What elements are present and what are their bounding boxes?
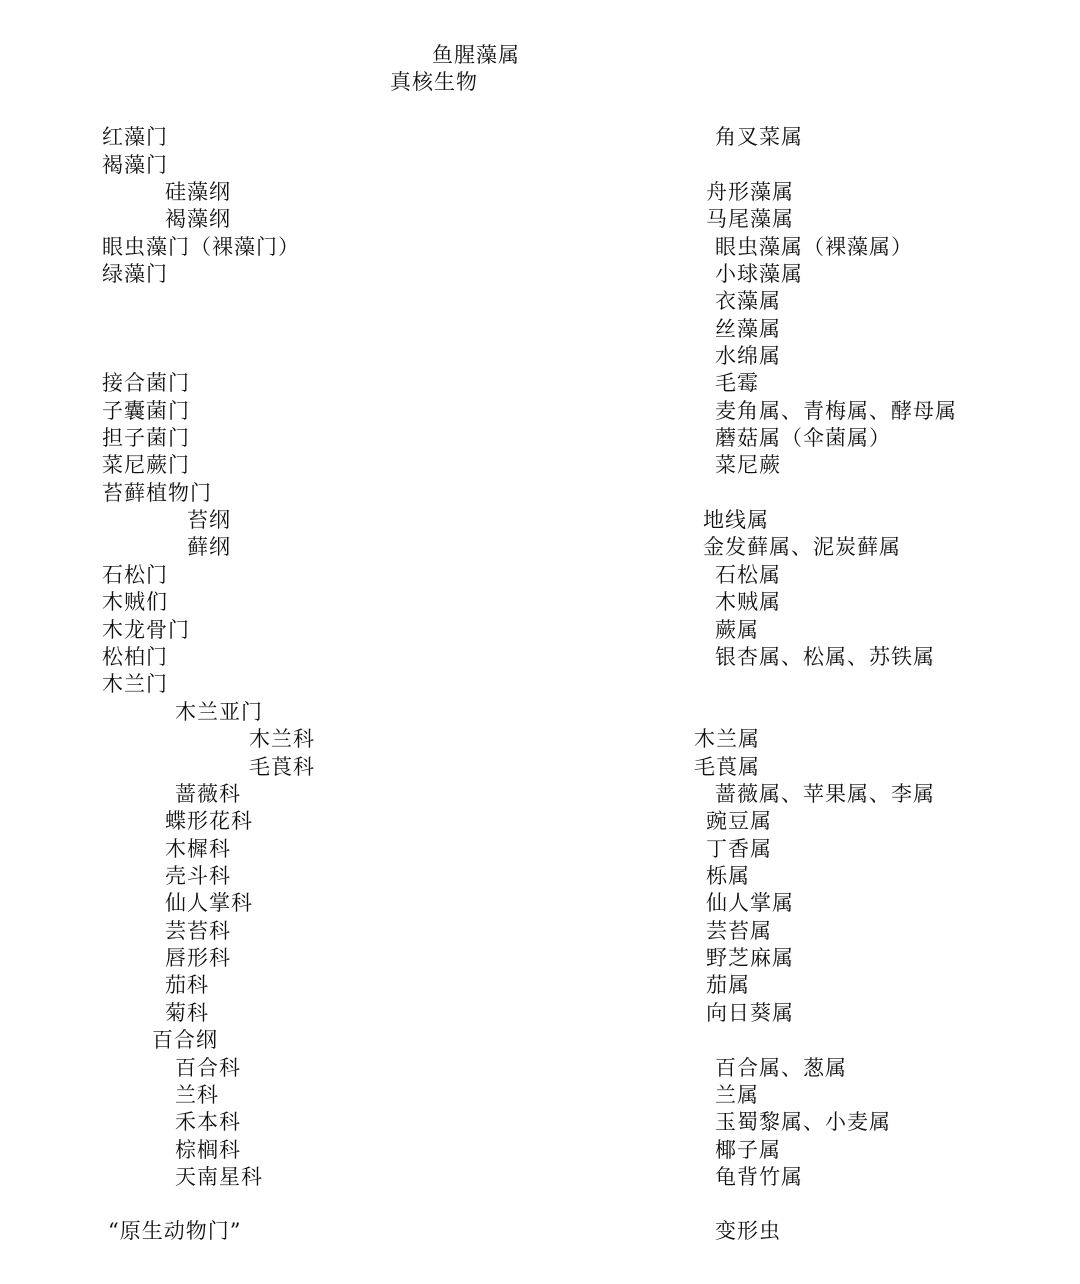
taxon-right: 芸苔属 xyxy=(706,919,772,943)
taxon-right: 栎属 xyxy=(706,864,750,888)
taxon-right: 水绵属 xyxy=(715,344,781,368)
taxon-right: 茄属 xyxy=(706,973,750,997)
taxon-left: 菊科 xyxy=(165,1001,209,1025)
taxon-left: 壳斗科 xyxy=(165,864,231,888)
taxon-right: 龟背竹属 xyxy=(715,1165,803,1189)
taxon-left: 仙人掌科 xyxy=(165,891,253,915)
taxon-right: 石松属 xyxy=(715,563,781,587)
taxon-right: 小球藻属 xyxy=(715,262,803,286)
taxon-right: 丝藻属 xyxy=(715,317,781,341)
taxon-left: 硅藻纲 xyxy=(165,180,231,204)
taxon-right: 豌豆属 xyxy=(706,809,772,833)
taxon-right: 马尾藻属 xyxy=(706,207,794,231)
taxon-left: 褐藻门 xyxy=(102,153,168,177)
taxon-left: 石松门 xyxy=(102,563,168,587)
taxon-right: 金发藓属、泥炭藓属 xyxy=(703,535,901,559)
taxon-right: 仙人掌属 xyxy=(706,891,794,915)
taxon-left: 木贼们 xyxy=(102,590,168,614)
taxon-left: 红藻门 xyxy=(102,125,168,149)
taxon-right: 舟形藻属 xyxy=(706,180,794,204)
taxon-right: 兰属 xyxy=(715,1083,759,1107)
taxon-left: 苔纲 xyxy=(187,508,231,532)
taxon-left: “原生动物门” xyxy=(108,1219,242,1243)
taxon-right: 蘑菇属（伞菌属） xyxy=(715,426,891,450)
doc-title: 鱼腥藻属 xyxy=(432,43,520,67)
taxon-left: 菜尼蕨门 xyxy=(102,453,190,477)
taxon-left: 接合菌门 xyxy=(102,371,190,395)
taxon-right: 麦角属、青梅属、酵母属 xyxy=(715,399,957,423)
taxon-left: 兰科 xyxy=(175,1083,219,1107)
taxon-left: 蔷薇科 xyxy=(175,782,241,806)
taxon-left: 天南星科 xyxy=(175,1165,263,1189)
taxon-right: 木贼属 xyxy=(715,590,781,614)
taxon-right: 蔷薇属、苹果属、李属 xyxy=(715,782,935,806)
taxon-left: 毛莨科 xyxy=(249,755,315,779)
taxon-right: 蕨属 xyxy=(715,618,759,642)
taxon-right: 木兰属 xyxy=(694,727,760,751)
taxon-right: 毛莨属 xyxy=(694,755,760,779)
taxon-left: 木兰门 xyxy=(102,672,168,696)
taxon-left: 木龙骨门 xyxy=(102,618,190,642)
taxon-right: 玉蜀黎属、小麦属 xyxy=(715,1110,891,1134)
taxon-left: 眼虫藻门（裸藻门） xyxy=(102,235,300,259)
taxon-right: 菜尼蕨 xyxy=(715,453,781,477)
doc-subtitle: 真核生物 xyxy=(390,70,478,94)
taxon-left: 子囊菌门 xyxy=(102,399,190,423)
taxon-right: 椰子属 xyxy=(715,1138,781,1162)
taxon-right: 眼虫藻属（裸藻属） xyxy=(715,235,913,259)
taxon-right: 百合属、葱属 xyxy=(715,1056,847,1080)
taxon-left: 松柏门 xyxy=(102,645,168,669)
taxon-right: 银杏属、松属、苏铁属 xyxy=(715,645,935,669)
taxon-left: 担子菌门 xyxy=(102,426,190,450)
taxon-right: 角叉菜属 xyxy=(715,125,803,149)
taxon-left: 藓纲 xyxy=(187,535,231,559)
taxon-left: 蝶形花科 xyxy=(165,809,253,833)
taxon-left: 禾本科 xyxy=(175,1110,241,1134)
taxon-left: 绿藻门 xyxy=(102,262,168,286)
taxon-left: 木兰亚门 xyxy=(175,700,263,724)
taxon-right: 变形虫 xyxy=(715,1219,781,1243)
taxon-left: 百合纲 xyxy=(152,1028,218,1052)
taxon-right: 向日葵属 xyxy=(706,1001,794,1025)
taxon-right: 衣藻属 xyxy=(715,289,781,313)
taxon-left: 苔藓植物门 xyxy=(102,481,212,505)
taxon-left: 唇形科 xyxy=(165,946,231,970)
taxon-left: 木樨科 xyxy=(165,837,231,861)
taxon-left: 棕榈科 xyxy=(175,1138,241,1162)
taxon-right: 野芝麻属 xyxy=(706,946,794,970)
taxon-right: 毛霉 xyxy=(715,371,759,395)
taxon-left: 褐藻纲 xyxy=(165,207,231,231)
taxon-left: 木兰科 xyxy=(249,727,315,751)
taxon-left: 芸苔科 xyxy=(165,919,231,943)
taxon-right: 地线属 xyxy=(703,508,769,532)
taxon-left: 百合科 xyxy=(175,1056,241,1080)
taxon-left: 茄科 xyxy=(165,973,209,997)
taxon-right: 丁香属 xyxy=(706,837,772,861)
